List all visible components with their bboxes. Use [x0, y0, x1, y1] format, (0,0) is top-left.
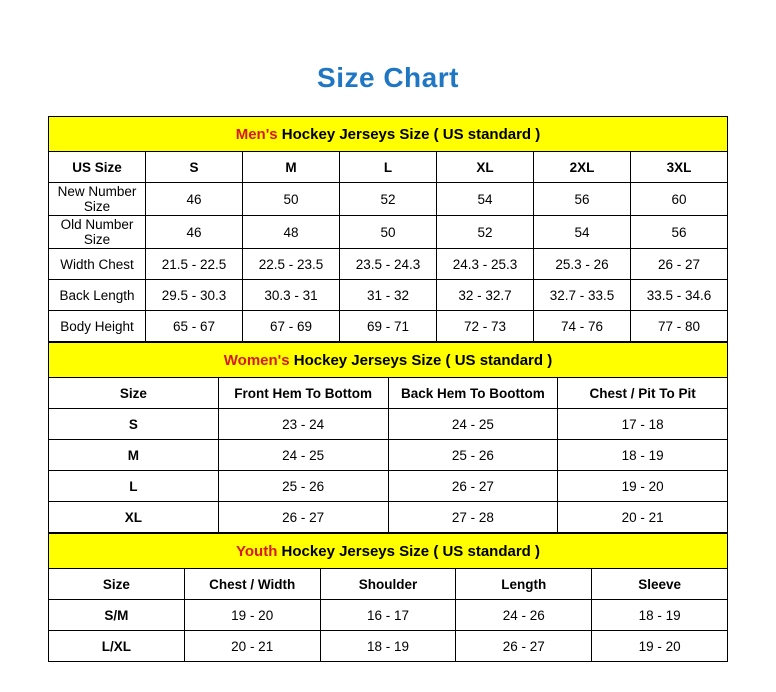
row-label: Old Number Size [49, 216, 146, 249]
table-cell: 23 - 24 [218, 409, 388, 440]
mens-banner-rest: Hockey Jerseys Size ( US standard ) [277, 125, 541, 143]
table-cell: 26 - 27 [218, 502, 388, 533]
mens-header-cell: 3XL [631, 152, 728, 183]
youth-banner-accent: Youth [236, 542, 278, 560]
table-row [49, 280, 728, 311]
table-cell: 19 - 20 [558, 471, 728, 502]
table-cell: 32 - 32.7 [437, 280, 534, 311]
womens-header-row [49, 378, 728, 409]
table-cell: 50 [243, 183, 340, 216]
mens-header-cell: US Size [49, 152, 146, 183]
youth-banner-rest: Hockey Jerseys Size ( US standard ) [277, 542, 540, 560]
row-label: Body Height [49, 311, 146, 342]
table-row [49, 216, 728, 249]
row-label: L [49, 471, 219, 502]
womens-header-cell: Chest / Pit To Pit [558, 378, 728, 409]
womens-banner-accent: Women's [223, 351, 290, 369]
table-cell: 29.5 - 30.3 [146, 280, 243, 311]
table-cell: 54 [437, 183, 534, 216]
table-cell: 25 - 26 [218, 471, 388, 502]
mens-banner-row [49, 117, 728, 152]
womens-size-table [48, 342, 728, 533]
table-row [49, 183, 728, 216]
youth-header-cell: Shoulder [320, 569, 456, 600]
row-label: S [49, 409, 219, 440]
table-cell: 24.3 - 25.3 [437, 249, 534, 280]
table-row [49, 311, 728, 342]
table-cell: 30.3 - 31 [243, 280, 340, 311]
table-cell: 18 - 19 [592, 600, 728, 631]
youth-banner-row [49, 534, 728, 569]
womens-header-cell: Front Hem To Bottom [218, 378, 388, 409]
mens-header-cell: M [243, 152, 340, 183]
table-row [49, 409, 728, 440]
table-cell: 31 - 32 [340, 280, 437, 311]
mens-header-row [49, 152, 728, 183]
mens-header-cell: XL [437, 152, 534, 183]
table-cell: 18 - 19 [320, 631, 456, 662]
table-cell: 50 [340, 216, 437, 249]
youth-header-cell: Sleeve [592, 569, 728, 600]
table-cell: 33.5 - 34.6 [631, 280, 728, 311]
table-cell: 16 - 17 [320, 600, 456, 631]
table-cell: 19 - 20 [184, 600, 320, 631]
table-cell: 22.5 - 23.5 [243, 249, 340, 280]
mens-header-cell: S [146, 152, 243, 183]
row-label: New Number Size [49, 183, 146, 216]
table-cell: 72 - 73 [437, 311, 534, 342]
table-cell: 23.5 - 24.3 [340, 249, 437, 280]
table-cell: 20 - 21 [558, 502, 728, 533]
table-cell: 69 - 71 [340, 311, 437, 342]
womens-banner-rest: Hockey Jerseys Size ( US standard ) [289, 351, 553, 369]
table-row [49, 600, 728, 631]
page-title: Size Chart [317, 62, 459, 93]
mens-banner-cell [49, 117, 728, 152]
table-cell: 24 - 25 [388, 409, 558, 440]
table-cell: 20 - 21 [184, 631, 320, 662]
youth-banner-cell [49, 534, 728, 569]
table-row [49, 631, 728, 662]
table-cell: 65 - 67 [146, 311, 243, 342]
table-cell: 19 - 20 [592, 631, 728, 662]
table-cell: 74 - 76 [534, 311, 631, 342]
table-cell: 46 [146, 216, 243, 249]
table-cell: 24 - 25 [218, 440, 388, 471]
table-cell: 48 [243, 216, 340, 249]
youth-size-table [48, 533, 728, 662]
table-cell: 26 - 27 [388, 471, 558, 502]
row-label: L/XL [49, 631, 185, 662]
womens-header-cell: Size [49, 378, 219, 409]
table-cell: 77 - 80 [631, 311, 728, 342]
youth-header-cell: Length [456, 569, 592, 600]
table-cell: 67 - 69 [243, 311, 340, 342]
womens-banner-cell [49, 343, 728, 378]
table-cell: 18 - 19 [558, 440, 728, 471]
table-cell: 56 [534, 183, 631, 216]
table-cell: 21.5 - 22.5 [146, 249, 243, 280]
mens-size-table [48, 116, 728, 342]
table-cell: 24 - 26 [456, 600, 592, 631]
mens-banner-accent: Men's [235, 125, 278, 143]
table-cell: 54 [534, 216, 631, 249]
youth-header-cell: Chest / Width [184, 569, 320, 600]
womens-banner-row [49, 343, 728, 378]
table-row [49, 249, 728, 280]
table-cell: 52 [437, 216, 534, 249]
mens-header-cell: L [340, 152, 437, 183]
table-cell: 52 [340, 183, 437, 216]
womens-header-cell: Back Hem To Boottom [388, 378, 558, 409]
table-cell: 46 [146, 183, 243, 216]
row-label: Back Length [49, 280, 146, 311]
table-row [49, 502, 728, 533]
row-label: M [49, 440, 219, 471]
table-cell: 60 [631, 183, 728, 216]
table-cell: 17 - 18 [558, 409, 728, 440]
table-cell: 32.7 - 33.5 [534, 280, 631, 311]
row-label: XL [49, 502, 219, 533]
table-row [49, 471, 728, 502]
table-cell: 25 - 26 [388, 440, 558, 471]
table-cell: 56 [631, 216, 728, 249]
table-cell: 25.3 - 26 [534, 249, 631, 280]
row-label: S/M [49, 600, 185, 631]
table-row [49, 440, 728, 471]
mens-header-cell: 2XL [534, 152, 631, 183]
table-cell: 27 - 28 [388, 502, 558, 533]
table-cell: 26 - 27 [456, 631, 592, 662]
tables-container [48, 94, 728, 662]
youth-header-row [49, 569, 728, 600]
row-label: Width Chest [49, 249, 146, 280]
table-cell: 26 - 27 [631, 249, 728, 280]
youth-header-cell: Size [49, 569, 185, 600]
